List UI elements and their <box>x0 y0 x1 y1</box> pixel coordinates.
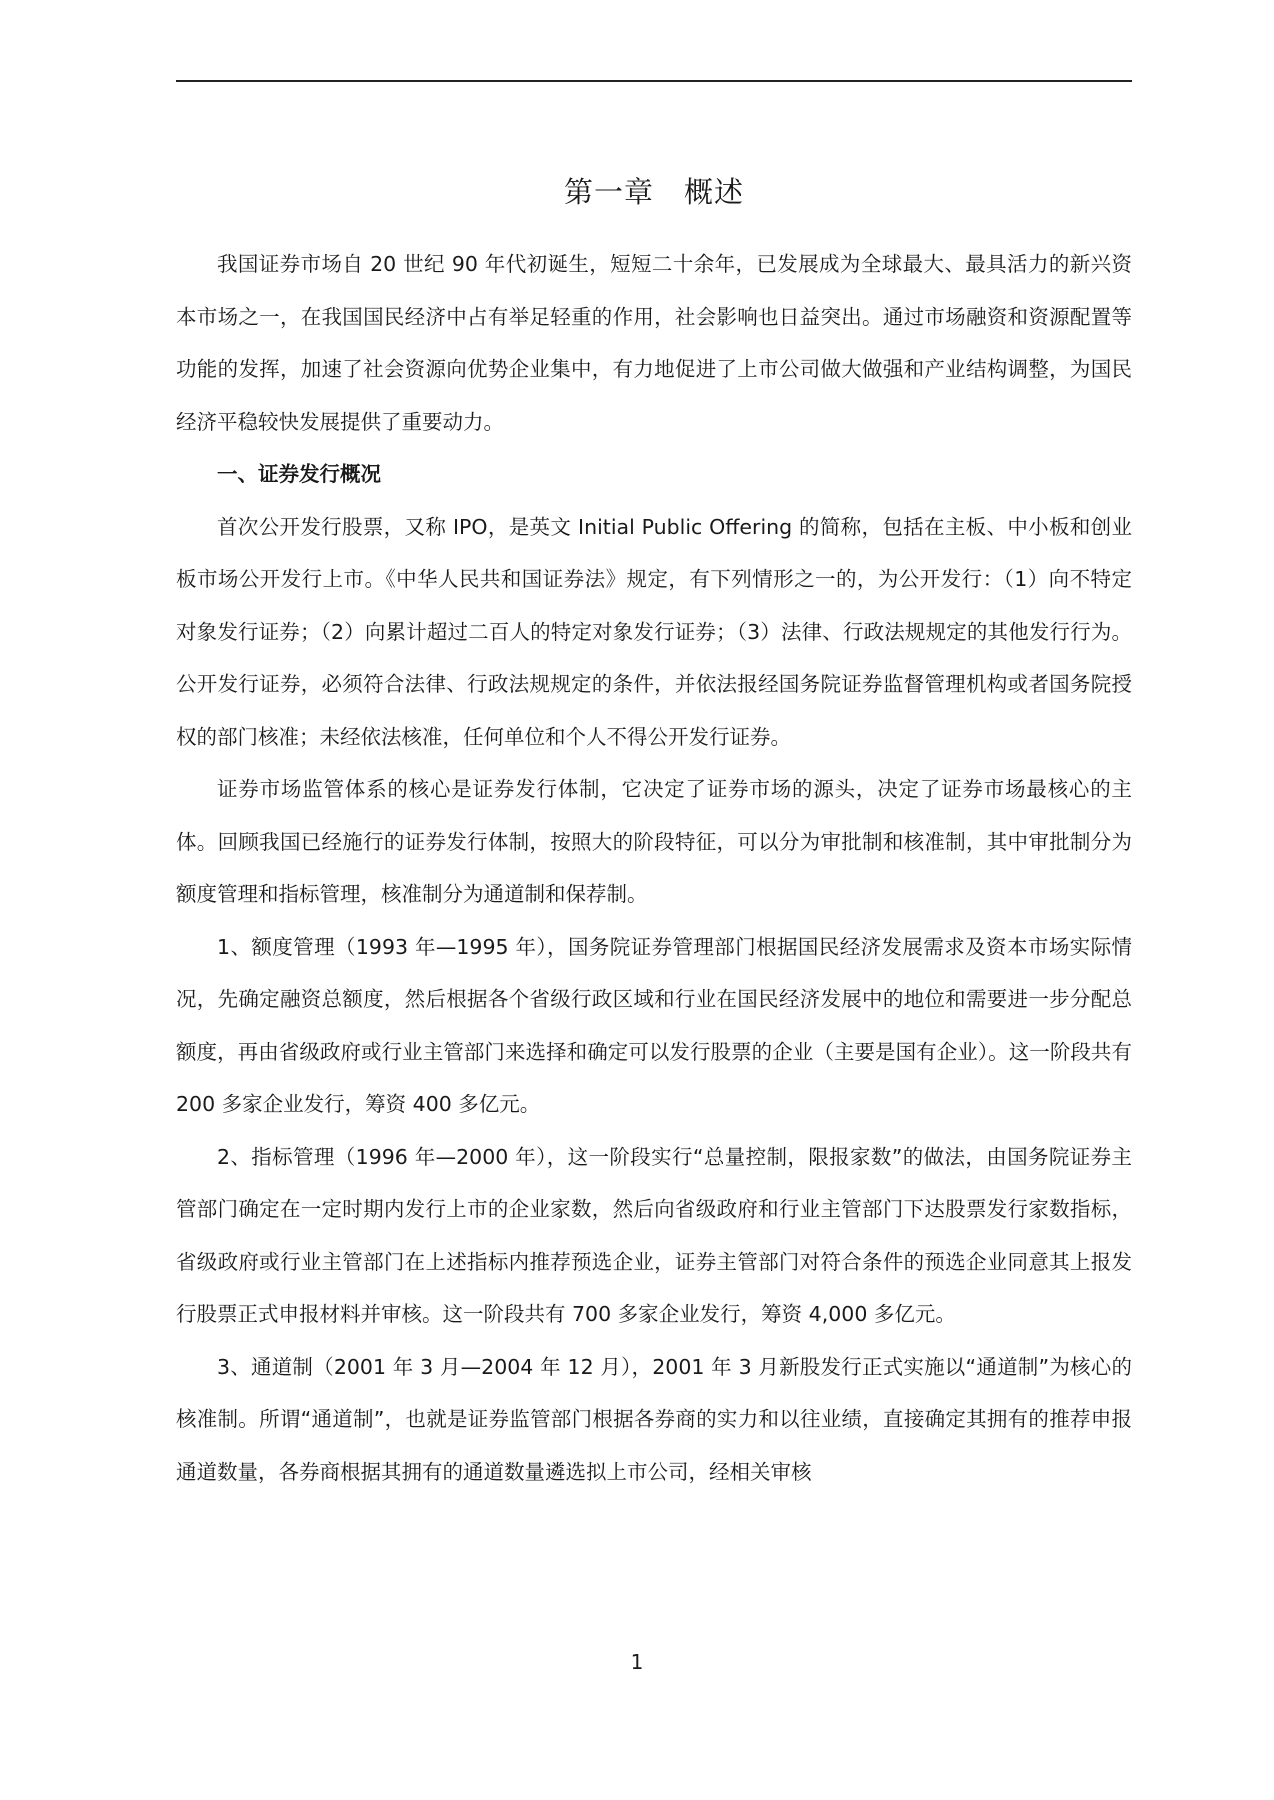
paragraph-issuance-system: 证券市场监管体系的核心是证券发行体制，它决定了证券市场的源头，决定了证券市场最核心的主体。回顾我国已经施行的证券发行体制，按照大的阶段特征，可以分为审批制和核准制，其中审批制分为额度管理和指标管理，核准制分为通道制和保荐制。 <box>176 777 1132 906</box>
page-number: 1 <box>630 1650 644 1674</box>
paragraph-channel-system: 3、通道制（2001 年 3 月—2004 年 12 月），2001 年 3 月新股发行正式实施以“通道制”为核心的核准制。所谓“通道制”，也就是证券监管部门根据各券商的实力和以往业绩，直接确定其拥有的推荐申报通道数量，各券商根据其拥有的通道数量遴选拟上市公司，经相关审核 <box>176 1354 1132 1484</box>
header-rule <box>176 80 1132 82</box>
paragraph-quota-management: 1、额度管理（1993 年—1995 年），国务院证券管理部门根据国民经济发展需求及资本市场实际情况，先确定融资总额度，然后根据各个省级行政区域和行业在国民经济发展中的地位和需要进一步分配总额度，再由省级政府或行业主管部门来选择和确定可以发行股票的企业（主要是国有企业）。这一阶段共有 200 多家企业发行，筹资 400 多亿元。 <box>176 934 1132 1116</box>
chapter-title: 第一章 概述 <box>563 175 744 209</box>
paragraph-indicator-management: 2、指标管理（1996 年—2000 年），这一阶段实行“总量控制，限报家数”的做法，由国务院证券主管部门确定在一定时期内发行上市的企业家数，然后向省级政府和行业主管部门下达股票发行家数指标，省级政府或行业主管部门在上述指标内推荐预选企业，证券主管部门对符合条件的预选企业同意其上报发行股票正式申报材料并审核。这一阶段共有 700 多家企业发行，筹资 4,000 多亿元。 <box>176 1144 1132 1326</box>
paragraph-intro: 我国证券市场自 20 世纪 90 年代初诞生，短短二十余年，已发展成为全球最大、最具活力的新兴资本市场之一，在我国国民经济中占有举足轻重的作用，社会影响也日益突出。通过市场融资和资源配置等功能的发挥，加速了社会资源向优势企业集中，有力地促进了上市公司做大做强和产业结构调整，为国民经济平稳较快发展提供了重要动力。 <box>176 252 1132 434</box>
document-body <box>176 238 1132 1498</box>
section-heading-issuance-overview: 一、证券发行概况 <box>217 462 381 486</box>
paragraph-ipo-definition: 首次公开发行股票，又称 IPO，是英文 Initial Public Offering 的简称，包括在主板、中小板和创业板市场公开发行上市。《中华人民共和国证券法》规定，有下列情形之一的，为公开发行：（1）向不特定对象发行证券；（2）向累计超过二百人的特定对象发行证券；（3）法律、行政法规规定的其他发行行为。公开发行证券，必须符合法律、行政法规规定的条件，并依法报经国务院证券监督管理机构或者国务院授权的部门核准；未经依法核准，任何单位和个人不得公开发行证券。 <box>176 514 1132 749</box>
